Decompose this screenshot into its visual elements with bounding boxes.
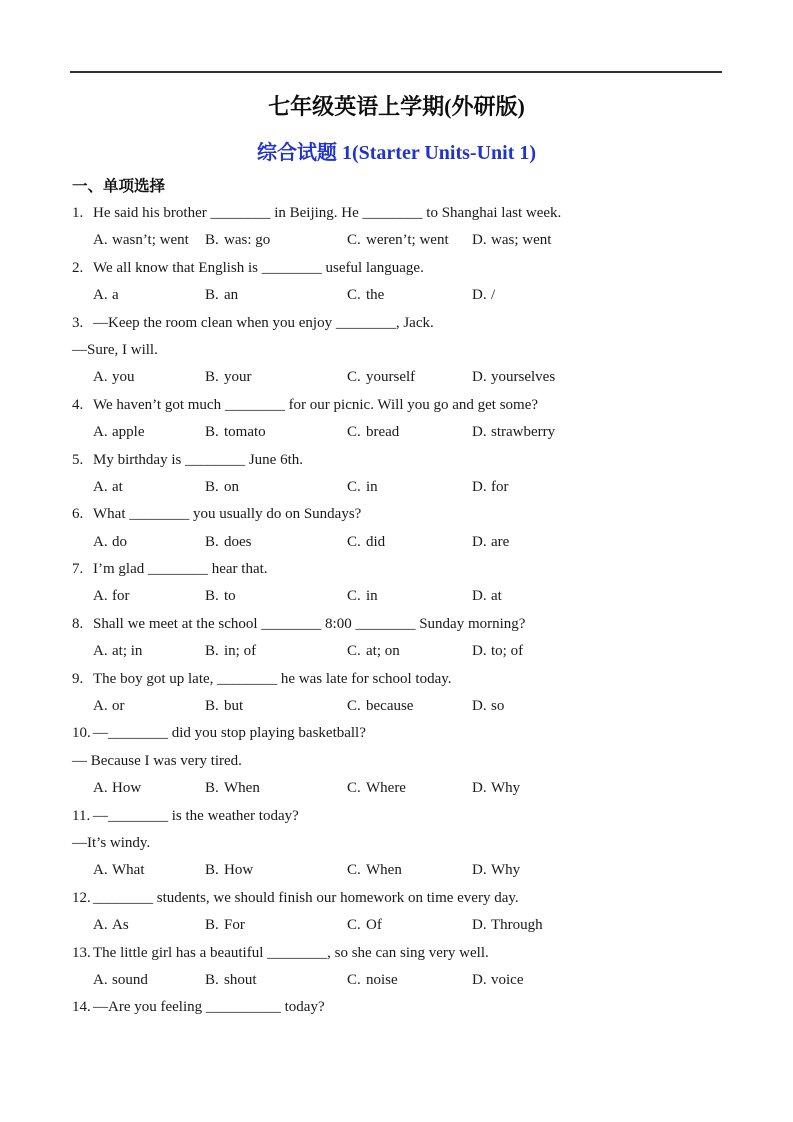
question-stem-line	[72, 666, 722, 693]
options-row	[72, 227, 722, 254]
option-label: D.	[472, 588, 487, 605]
option-label: A.	[93, 698, 108, 715]
option-text: do	[112, 533, 127, 550]
option-d	[472, 775, 722, 802]
option-b	[205, 693, 347, 720]
option-text: How	[112, 780, 142, 797]
option-c	[347, 693, 472, 720]
page-header	[0, 73, 793, 167]
option-d	[472, 967, 722, 994]
options-row	[72, 282, 722, 309]
option-label: B.	[205, 862, 219, 879]
question-stem-line	[72, 556, 722, 583]
option-b	[205, 227, 347, 254]
option-text: at; on	[366, 643, 400, 660]
options-row	[72, 529, 722, 556]
option-text: strawberry	[491, 424, 556, 441]
option-text: in	[366, 588, 378, 605]
option-label: A.	[93, 971, 108, 988]
option-text: a	[112, 287, 119, 304]
question-stem: The little girl has a beautiful ________, so she can sing very well.	[93, 944, 489, 961]
option-text: Why	[491, 780, 521, 797]
option-label: D.	[472, 643, 487, 660]
option-label: B.	[205, 287, 219, 304]
option-label: A.	[93, 232, 108, 249]
page-title: 七年级英语上学期(外研版)	[268, 94, 525, 119]
option-label: A.	[93, 369, 108, 386]
options-row	[72, 474, 722, 501]
option-text: yourself	[366, 369, 416, 386]
option-label: D.	[472, 862, 487, 879]
question-stem-line	[72, 501, 722, 528]
option-label: D.	[472, 698, 487, 715]
option-text: you	[112, 369, 135, 386]
option-label: A.	[93, 424, 108, 441]
question-block	[72, 720, 722, 802]
option-text: weren’t; went	[366, 232, 449, 249]
option-text: on	[224, 478, 239, 495]
option-label: A.	[93, 588, 108, 605]
option-c	[347, 857, 472, 884]
question-block	[72, 885, 722, 940]
option-label: C.	[347, 643, 361, 660]
question-stem: —Are you feeling __________ today?	[93, 999, 325, 1016]
question-stem: We all know that English is ________ useful language.	[93, 259, 424, 276]
option-label: C.	[347, 971, 361, 988]
option-d	[472, 529, 722, 556]
option-text: are	[491, 533, 510, 550]
option-label: C.	[347, 287, 361, 304]
question-block	[72, 255, 722, 310]
option-label: B.	[205, 643, 219, 660]
option-a	[93, 364, 205, 391]
option-text: Through	[491, 917, 543, 934]
question-stem: He said his brother ________ in Beijing. He ________ to Shanghai last week.	[93, 205, 562, 221]
option-b	[205, 583, 347, 610]
option-c	[347, 227, 472, 254]
question-stem: I’m glad ________ hear that.	[93, 561, 268, 578]
option-label: B.	[205, 917, 219, 934]
option-label: D.	[472, 369, 487, 386]
question-number: 11.	[72, 807, 91, 824]
question-stem: What ________ you usually do on Sundays?	[93, 506, 362, 523]
option-text: Where	[366, 780, 406, 797]
question-stem: ________ students, we should finish our homework on time every day.	[93, 889, 519, 906]
option-a	[93, 529, 205, 556]
question-number: 10.	[72, 725, 91, 742]
question-stem-line	[72, 803, 722, 830]
option-c	[347, 638, 472, 665]
option-b	[205, 529, 347, 556]
options-row	[72, 364, 722, 391]
option-label: C.	[347, 862, 361, 879]
question-stem-line	[72, 994, 722, 1021]
option-text: noise	[366, 971, 398, 988]
option-c	[347, 474, 472, 501]
question-list	[72, 200, 722, 1022]
question-block	[72, 310, 722, 392]
question-number: 5.	[72, 451, 84, 468]
option-text: did	[366, 533, 386, 550]
question-block	[72, 501, 722, 556]
options-row	[72, 419, 722, 446]
option-text: because	[366, 698, 414, 715]
question-number: 3.	[72, 314, 84, 331]
option-text: to; of	[491, 643, 524, 660]
question-number: 14.	[72, 999, 91, 1016]
option-c	[347, 364, 472, 391]
option-label: D.	[472, 917, 487, 934]
option-label: C.	[347, 698, 361, 715]
option-d	[472, 364, 722, 391]
section-heading: 一、单项选择	[72, 178, 166, 195]
option-label: A.	[93, 780, 108, 797]
option-b	[205, 364, 347, 391]
question-followup-line: —It’s windy.	[72, 834, 151, 851]
option-text: or	[112, 698, 125, 715]
option-text: When	[224, 780, 260, 797]
question-block	[72, 200, 722, 255]
option-text: yourselves	[491, 369, 556, 386]
option-label: B.	[205, 232, 219, 249]
option-label: C.	[347, 780, 361, 797]
option-text: For	[224, 917, 245, 934]
options-row	[72, 967, 722, 994]
options-row	[72, 583, 722, 610]
option-text: at	[491, 588, 502, 605]
option-label: B.	[205, 424, 219, 441]
option-text: in; of	[224, 643, 257, 660]
option-d	[472, 912, 722, 939]
question-number: 1.	[72, 205, 84, 221]
option-label: D.	[472, 971, 487, 988]
page-subtitle: 综合试题 1(Starter Units-Unit 1)	[256, 142, 537, 164]
option-text: /	[491, 287, 496, 304]
option-b	[205, 857, 347, 884]
option-d	[472, 583, 722, 610]
option-d	[472, 474, 722, 501]
question-stem-line	[72, 940, 722, 967]
option-c	[347, 419, 472, 446]
option-d	[472, 282, 722, 309]
option-label: C.	[347, 588, 361, 605]
option-c	[347, 529, 472, 556]
question-followup-line: —Sure, I will.	[72, 341, 158, 358]
option-b	[205, 912, 347, 939]
option-a	[93, 474, 205, 501]
question-block	[72, 447, 722, 502]
options-row	[72, 775, 722, 802]
option-b	[205, 638, 347, 665]
options-row	[72, 693, 722, 720]
question-block	[72, 994, 722, 1021]
question-number: 9.	[72, 670, 84, 687]
option-label: C.	[347, 424, 361, 441]
question-block	[72, 803, 722, 885]
option-label: B.	[205, 588, 219, 605]
option-text: shout	[224, 971, 257, 988]
option-a	[93, 857, 205, 884]
option-label: C.	[347, 478, 361, 495]
options-row	[72, 857, 722, 884]
option-text: wasn’t; went	[112, 232, 189, 249]
option-label: A.	[93, 643, 108, 660]
question-number: 6.	[72, 506, 84, 523]
question-number: 7.	[72, 561, 84, 578]
options-row	[72, 912, 722, 939]
option-text: at; in	[112, 643, 143, 660]
option-text: for	[491, 478, 509, 495]
option-b	[205, 419, 347, 446]
option-text: was; went	[491, 232, 552, 249]
option-text: sound	[112, 971, 148, 988]
option-label: D.	[472, 780, 487, 797]
option-label: C.	[347, 917, 361, 934]
option-label: D.	[472, 232, 487, 249]
question-block	[72, 940, 722, 995]
option-b	[205, 282, 347, 309]
option-a	[93, 638, 205, 665]
option-text: apple	[112, 424, 145, 441]
question-stem: —________ is the weather today?	[93, 807, 299, 824]
question-number: 13.	[72, 944, 91, 961]
option-label: D.	[472, 478, 487, 495]
option-text: the	[366, 287, 385, 304]
option-label: B.	[205, 698, 219, 715]
question-number: 12.	[72, 889, 91, 906]
option-text: an	[224, 287, 239, 304]
option-label: C.	[347, 533, 361, 550]
option-d	[472, 227, 722, 254]
option-label: B.	[205, 533, 219, 550]
option-text: so	[491, 698, 505, 715]
option-text: in	[366, 478, 378, 495]
option-a	[93, 419, 205, 446]
question-stem-line	[72, 310, 722, 337]
option-a	[93, 967, 205, 994]
option-text: but	[224, 698, 244, 715]
option-a	[93, 693, 205, 720]
option-b	[205, 967, 347, 994]
question-stem: —Keep the room clean when you enjoy ________, Jack.	[93, 314, 434, 331]
option-d	[472, 638, 722, 665]
option-label: A.	[93, 478, 108, 495]
option-text: Of	[366, 917, 382, 934]
option-text: As	[112, 917, 129, 934]
option-text: Why	[491, 862, 521, 879]
option-text: bread	[366, 424, 400, 441]
option-a	[93, 912, 205, 939]
question-stem: —________ did you stop playing basketball?	[93, 725, 366, 742]
option-a	[93, 583, 205, 610]
option-text: voice	[491, 971, 524, 988]
option-text: your	[224, 369, 252, 386]
option-label: B.	[205, 780, 219, 797]
option-label: D.	[472, 424, 487, 441]
option-label: B.	[205, 971, 219, 988]
option-d	[472, 857, 722, 884]
option-c	[347, 282, 472, 309]
question-stem-line	[72, 885, 722, 912]
option-a	[93, 227, 205, 254]
option-text: tomato	[224, 424, 266, 441]
question-stem-line	[72, 200, 722, 227]
question-stem: We haven’t got much ________ for our picnic. Will you go and get some?	[93, 396, 539, 413]
option-label: D.	[472, 533, 487, 550]
option-text: at	[112, 478, 123, 495]
option-a	[93, 775, 205, 802]
option-b	[205, 474, 347, 501]
option-d	[472, 419, 722, 446]
option-text: When	[366, 862, 402, 879]
question-followup-line: — Because I was very tired.	[72, 752, 242, 769]
option-label: C.	[347, 369, 361, 386]
option-b	[205, 775, 347, 802]
option-label: D.	[472, 287, 487, 304]
option-label: A.	[93, 287, 108, 304]
option-c	[347, 583, 472, 610]
option-label: C.	[347, 232, 361, 249]
option-label: B.	[205, 478, 219, 495]
option-a	[93, 282, 205, 309]
question-block	[72, 611, 722, 666]
option-d	[472, 693, 722, 720]
question-block	[72, 666, 722, 721]
question-number: 4.	[72, 396, 84, 413]
option-label: A.	[93, 862, 108, 879]
question-stem: My birthday is ________ June 6th.	[93, 451, 303, 468]
question-block	[72, 392, 722, 447]
option-c	[347, 967, 472, 994]
option-label: A.	[93, 533, 108, 550]
options-row	[72, 638, 722, 665]
option-text: does	[224, 533, 252, 550]
option-text: What	[112, 862, 145, 879]
option-c	[347, 912, 472, 939]
question-block	[72, 556, 722, 611]
option-c	[347, 775, 472, 802]
option-text: was: go	[224, 232, 271, 249]
option-text: How	[224, 862, 254, 879]
question-stem-line	[72, 255, 722, 282]
question-number: 2.	[72, 259, 84, 276]
option-text: for	[112, 588, 130, 605]
option-text: to	[224, 588, 236, 605]
option-label: A.	[93, 917, 108, 934]
question-stem-line	[72, 720, 722, 747]
question-stem-line	[72, 447, 722, 474]
option-label: B.	[205, 369, 219, 386]
question-stem: Shall we meet at the school ________ 8:00 ________ Sunday morning?	[93, 615, 526, 632]
question-stem: The boy got up late, ________ he was late for school today.	[93, 670, 452, 687]
question-stem-line	[72, 611, 722, 638]
question-number: 8.	[72, 615, 84, 632]
question-stem-line	[72, 392, 722, 419]
